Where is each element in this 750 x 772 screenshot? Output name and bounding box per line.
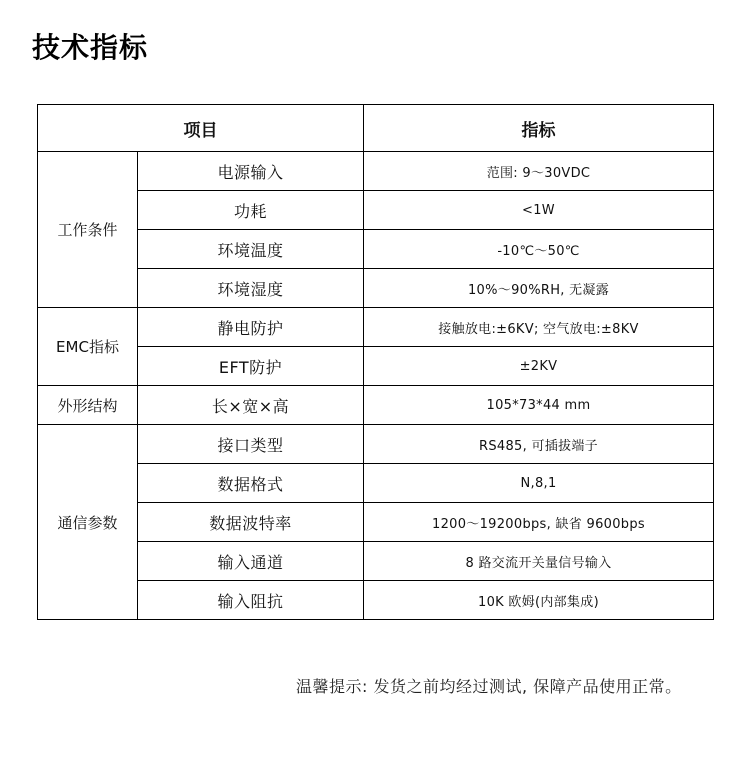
item-cell: EFT防护 — [138, 347, 364, 386]
value-cell: RS485, 可插拔端子 — [364, 425, 714, 464]
table-row — [38, 581, 714, 620]
table-row — [38, 308, 714, 347]
shipping-note: 温馨提示: 发货之前均经过测试, 保障产品使用正常。 — [296, 677, 682, 696]
table-row — [38, 503, 714, 542]
table-row — [38, 347, 714, 386]
value-cell: -10℃～50℃ — [364, 230, 714, 269]
value-cell: ±2KV — [364, 347, 714, 386]
table-row — [38, 230, 714, 269]
page-title: 技术指标 — [32, 31, 149, 64]
item-cell: 环境温度 — [138, 230, 364, 269]
table-header-row — [38, 105, 714, 152]
group-label-working: 工作条件 — [38, 152, 138, 308]
value-cell: 8 路交流开关量信号输入 — [364, 542, 714, 581]
group-label-emc: EMC指标 — [38, 308, 138, 386]
item-cell: 静电防护 — [138, 308, 364, 347]
item-cell: 功耗 — [138, 191, 364, 230]
table-row — [38, 269, 714, 308]
value-cell: N,8,1 — [364, 464, 714, 503]
group-label-comm: 通信参数 — [38, 425, 138, 620]
item-cell: 数据格式 — [138, 464, 364, 503]
table-row — [38, 386, 714, 425]
group-label-shape: 外形结构 — [38, 386, 138, 425]
value-cell: <1W — [364, 191, 714, 230]
value-cell: 接触放电:±6KV; 空气放电:±8KV — [364, 308, 714, 347]
header-spec: 指标 — [364, 105, 714, 152]
table-row — [38, 152, 714, 191]
value-cell: 10%～90%RH, 无凝露 — [364, 269, 714, 308]
item-cell: 环境湿度 — [138, 269, 364, 308]
item-cell: 输入通道 — [138, 542, 364, 581]
value-cell: 1200～19200bps, 缺省 9600bps — [364, 503, 714, 542]
value-cell: 范围: 9～30VDC — [364, 152, 714, 191]
spec-table — [37, 104, 714, 620]
item-cell: 输入阻抗 — [138, 581, 364, 620]
table-row — [38, 425, 714, 464]
item-cell: 电源输入 — [138, 152, 364, 191]
item-cell: 数据波特率 — [138, 503, 364, 542]
table-row — [38, 464, 714, 503]
table-row — [38, 542, 714, 581]
item-cell: 接口类型 — [138, 425, 364, 464]
item-cell: 长×宽×高 — [138, 386, 364, 425]
header-item: 项目 — [38, 105, 364, 152]
value-cell: 10K 欧姆(内部集成) — [364, 581, 714, 620]
table-row — [38, 191, 714, 230]
value-cell: 105*73*44 mm — [364, 386, 714, 425]
